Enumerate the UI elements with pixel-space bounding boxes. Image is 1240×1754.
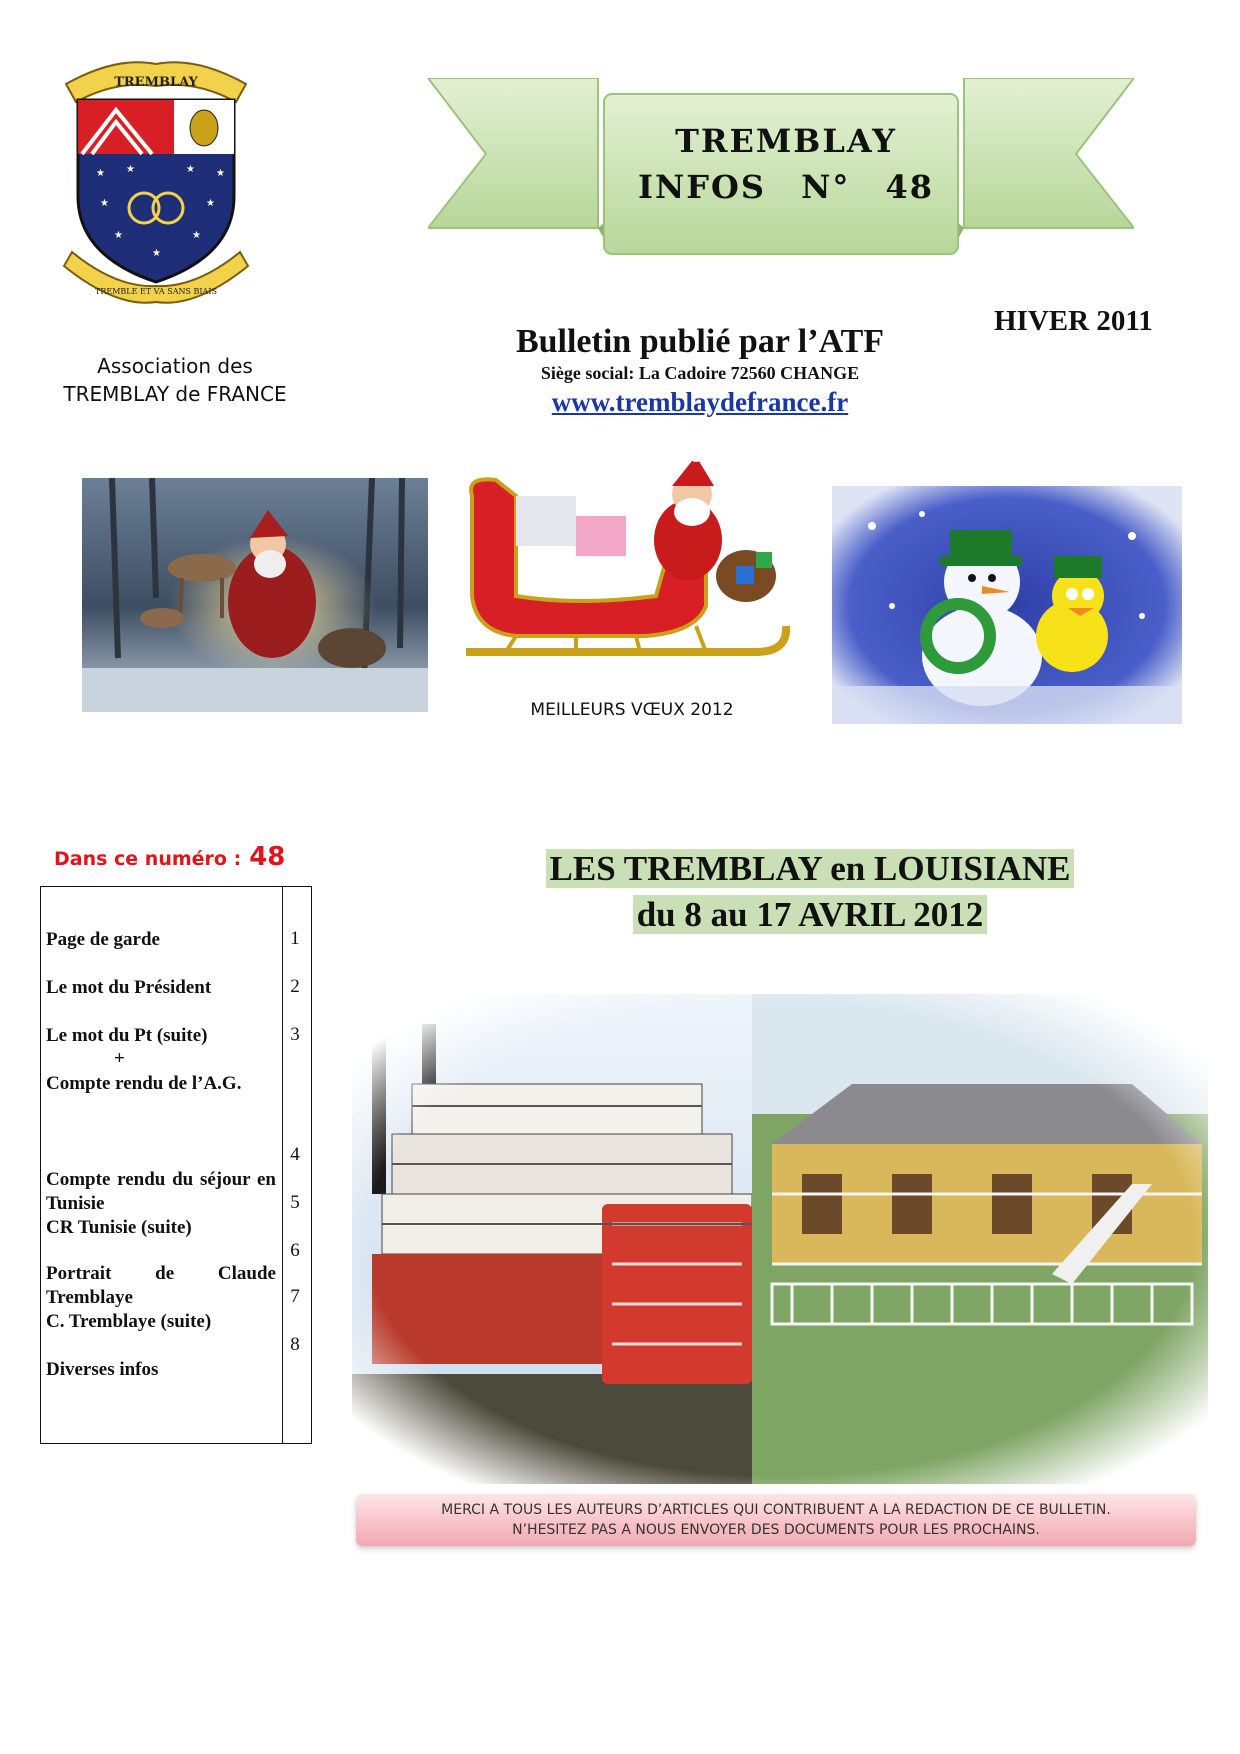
association-name [40,352,310,408]
association-name-line2: TREMBLAY de FRANCE [63,382,287,406]
contents-issue-number: 48 [249,842,286,872]
contents-item: C. Tremblaye (suite) [46,1311,212,1332]
svg-text:★: ★ [114,230,123,241]
snowman-picture [832,486,1182,724]
svg-text:★: ★ [192,230,201,241]
svg-text:TREMBLE ET VA SANS BIAIS: TREMBLE ET VA SANS BIAIS [95,287,217,296]
contents-heading [54,842,285,872]
publication-title: Bulletin publié par l’ATF [515,323,885,360]
contents-item: CR Tunisie (suite) [46,1217,192,1238]
santa-sleigh-picture [456,456,808,684]
contents-item: Compte rendu du séjour en Tunisie [46,1169,276,1214]
contents-item: Page de garde [46,929,160,950]
association-name-line1: Association des [97,354,253,378]
svg-text:★: ★ [206,198,215,209]
contents-item-plus: + [114,1048,125,1069]
publication-info [470,322,930,420]
website-link[interactable]: www.tremblaydefrance.fr [551,387,849,417]
svg-text:★: ★ [96,168,105,179]
publication-address: Siège social: La Cadoire 72560 CHANGE [540,363,860,383]
contents-page-number: 5 [290,1192,300,1213]
contents-item: Compte rendu de l’A.G. [46,1073,242,1094]
contents-column-divider [282,886,283,1444]
crest-logo [56,56,256,304]
feature-headline-line1: LES TREMBLAY en LOUISIANE [546,849,1075,888]
svg-text:★: ★ [126,164,135,175]
contents-page-number: 1 [290,928,300,949]
contents-heading-label: Dans ce numéro : [54,848,242,870]
louisiana-photo [352,994,1208,1484]
contents-page-number: 3 [290,1024,300,1045]
svg-text:★: ★ [100,198,109,209]
svg-text:★: ★ [152,248,161,259]
svg-text:★: ★ [216,168,225,179]
thanks-line2: N’HESITEZ PAS A NOUS ENVOYER DES DOCUMENTS POUR LES PROCHAINS. [512,1522,1040,1538]
issue-season: HIVER 2011 [994,305,1153,337]
santa-forest-picture [82,478,428,712]
banner-title [600,118,972,210]
contents-page-number: 7 [290,1286,300,1307]
feature-headline-line2: du 8 au 17 AVRIL 2012 [633,895,988,934]
feature-headline [500,846,1120,938]
thanks-banner [356,1494,1196,1546]
contents-item: Portrait de Claude Tremblaye [46,1263,276,1308]
banner-title-line2: INFOS N° 48 [638,168,934,206]
svg-text:★: ★ [186,164,195,175]
contents-page-number: 6 [290,1240,300,1261]
contents-page-number: 2 [290,976,300,997]
contents-item: Diverses infos [46,1359,159,1380]
contents-item: Le mot du Pt (suite) [46,1025,208,1046]
thanks-line1: MERCI A TOUS LES AUTEURS D’ARTICLES QUI CONTRIBUENT A LA REDACTION DE CE BULLETIN. [441,1502,1111,1518]
contents-item: Le mot du Président [46,977,212,998]
svg-text:TREMBLAY: TREMBLAY [114,75,198,90]
contents-page-number: 8 [290,1334,300,1355]
contents-page-number: 4 [290,1144,300,1165]
greetings-caption: MEILLEURS VŒUX 2012 [530,700,734,720]
banner-title-line1: TREMBLAY [675,122,897,160]
